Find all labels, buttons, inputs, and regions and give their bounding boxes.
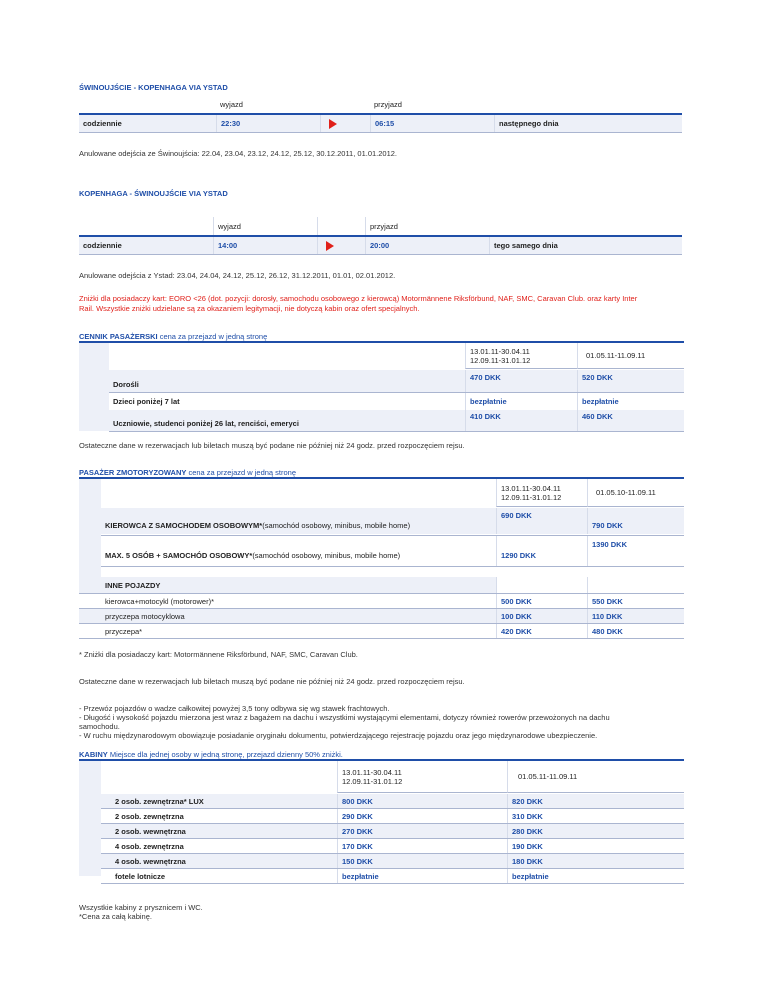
cabins-row-price2: 190 DKK [507,839,684,853]
route2-frequency: codziennie [83,241,122,250]
cabins-row [101,794,684,809]
vehicle-other-row [79,609,684,624]
cabins-price-table [79,759,684,881]
route1-title: ŚWINOUJŚCIE - KOPENHAGA VIA YSTAD [79,83,228,92]
passenger-row-price1: 410 DKK [465,410,577,431]
passenger-row-price2: 460 DKK [577,410,684,431]
cabins-row-label: fotele lotnicze [115,871,166,881]
vehicle-period1-a: 13.01.11-30.04.11 [501,483,561,493]
discount-note-2: Rail. Wszystkie zniżki udzielane są za okazaniem legitymacji, nie dotyczą kabin oraz ofert specjalnych. [79,304,420,313]
cabins-row-price1: 290 DKK [337,809,507,823]
route2-depart-time: 14:00 [213,237,317,254]
vehicle-other-header: INNE POJAZDY [105,580,161,590]
passenger-row-label: Dzieci poniżej 7 lat [113,397,180,406]
vehicle-header-row [79,479,684,507]
passenger-row-children [109,392,684,411]
route1-col-arrive: przyjazd [374,99,402,109]
route1-header-row [79,95,682,115]
vehicle-other-price2: 480 DKK [587,624,684,638]
passenger-row-label: Uczniowie, studenci poniżej 26 lat, renciści, emeryci [113,419,299,428]
vehicle-title-sub: cena za przejazd w jedną stronę [186,468,297,477]
vehicle-group-desc: (samochód osobowy, minibus, mobile home) [252,551,401,560]
route1-data-row [79,115,682,133]
cabins-row-label: 2 osob. zewnętrzna* LUX [115,796,204,806]
vehicle-car-price1: 690 DKK [496,508,587,534]
route1-col-depart: wyjazd [220,99,243,109]
vehicle-other-label: przyczepa motocyklowa [105,611,185,621]
vehicle-other-row [79,594,684,609]
cabins-title-sub: Miejsce dla jednej osoby w jedną stronę, przejazd dzienny 50% zniżki. [107,750,343,759]
vehicle-other-header-p2 [587,577,684,593]
passenger-period2: 01.05.11-11.09.11 [577,343,684,369]
cabins-row-price1: 800 DKK [337,794,507,808]
vehicle-footer: Ostateczne dane w rezerwacjach lub biletach muszą być podane nie później niż 24 godz. przed rozpoczęciem rejsu. [79,677,465,686]
passenger-row-price2: bezpłatnie [577,393,684,410]
route2-header-row [79,217,682,237]
vehicle-other-header-p1 [496,577,587,593]
cabins-header-row [79,761,684,793]
cabins-period2: 01.05.11-11.09.11 [507,761,684,793]
route2-arrive-time: 20:00 [365,237,489,254]
route1-arrow-cell [320,115,370,132]
vehicle-period1-b: 12.09.11-31.01.12 [501,492,562,502]
passenger-row-price1: bezpłatnie [465,393,577,410]
route1-arrive-note: następnego dnia [494,115,682,132]
passenger-row-students [109,410,684,432]
cabins-row-price2: 280 DKK [507,824,684,838]
passenger-row-price2: 520 DKK [577,370,684,392]
cabins-note-1: Wszystkie kabiny z prysznicem i WC. [79,903,203,912]
cabins-row [101,854,684,869]
cabins-row-price1: 270 DKK [337,824,507,838]
cabins-row-price1: bezpłatnie [337,869,507,883]
vehicle-title-main: PASAŻER ZMOTORYZOWANY [79,468,187,477]
passenger-title-sub: cena za przejazd w jedną stronę [157,332,268,341]
route2-col-depart: wyjazd [213,217,317,235]
passenger-title-main: CENNIK PASAŻERSKI [79,332,158,341]
vehicle-rule-1: - Przewóz pojazdów o wadze całkowitej powyżej 3,5 tony odbywa się wg stawek frachtowych. [79,704,390,713]
vehicle-period1 [496,479,587,507]
vehicle-other-price1: 100 DKK [496,609,587,623]
vehicle-car-desc: (samochód osobowy, minibus, mobile home) [262,521,411,530]
vehicle-period2: 01.05.10-11.09.11 [587,479,684,507]
route2-data-row [79,237,682,255]
cabins-row-price2: 310 DKK [507,809,684,823]
route2-arrive-note: tego samego dnia [489,237,682,254]
cabins-title-main: KABINY [79,750,108,759]
route1-frequency: codziennie [83,119,122,128]
cabins-row [101,869,684,884]
cabins-row-price1: 170 DKK [337,839,507,853]
passenger-period1-b: 12.09.11-31.01.12 [470,355,531,365]
passenger-title [79,332,267,341]
cabins-row-price2: 820 DKK [507,794,684,808]
vehicle-car-label [101,508,496,534]
cabins-period1 [337,761,507,793]
vehicle-group-price2: 1390 DKK [587,536,684,566]
cabins-period1-b: 12.09.11-31.01.12 [342,776,403,786]
discount-note-1: Zniżki dla posiadaczy kart: EORO <26 (dot. pozycji: dorosły, samochodu osobowego z kierowcą) Motormännene Riksförbund, NAF, SMC, Caravan Club. oraz karty Inter [79,294,638,303]
passenger-row-label: Dorośli [113,380,139,389]
vehicle-price-table [79,477,684,639]
vehicle-rule-2: - Długość i wysokość pojazdu mierzona jest wraz z bagażem na dachu i wszystkimi wystającymi elementami, dotyczy również rowerów przewożonych na dachu [79,713,610,722]
cabins-row [101,809,684,824]
cabins-row-label: 4 osob. wewnętrzna [115,856,186,866]
route1-arrive-time: 06:15 [370,115,494,132]
passenger-period1-a: 13.01.11-30.04.11 [470,346,530,356]
cabins-row [101,824,684,839]
passenger-footer: Ostateczne dane w rezerwacjach lub biletach muszą być podane nie później niż 24 godz. przed rozpoczęciem rejsu. [79,441,465,450]
route2-arrow-cell [317,237,365,254]
cabins-row-label: 2 osob. zewnętrzna [115,811,184,821]
cabins-row [101,839,684,854]
cabins-period1-a: 13.01.11-30.04.11 [342,767,402,777]
passenger-price-table [79,341,684,431]
passenger-period1 [465,343,577,369]
passenger-row-adults [109,370,684,392]
vehicle-other-header-row [79,577,684,594]
vehicle-car-name: KIEROWCA Z SAMOCHODEM OSOBOWYM* [105,521,263,530]
vehicle-car-price2: 790 DKK [587,508,684,534]
vehicle-rule-2b: samochodu. [79,722,120,731]
vehicle-other-price2: 110 DKK [587,609,684,623]
cabins-row-label: 4 osob. zewnętrzna [115,841,184,851]
vehicle-title [79,468,296,477]
vehicle-other-label: przyczepa* [105,626,143,636]
vehicle-discount: * Zniżki dla posiadaczy kart: Motormännene Riksförbund, NAF, SMC, Caravan Club. [79,650,358,659]
route2-timetable [79,217,682,254]
vehicle-other-row [79,624,684,639]
vehicle-group-label [101,536,496,566]
vehicle-group-price1: 1290 DKK [496,536,587,566]
route2-col-arrive: przyjazd [365,217,489,235]
route1-cancelled: Anulowane odejścia ze Świnoujścia: 22.04, 23.04, 23.12, 24.12, 25.12, 30.12.2011, 01.01.2012. [79,149,398,158]
cabins-row-price2: 180 DKK [507,854,684,868]
cabins-title [79,750,343,759]
cabins-row-price2: bezpłatnie [507,869,684,883]
vehicle-group-name: MAX. 5 OSÓB + SAMOCHÓD OSOBOWY* [105,551,253,560]
vehicle-rule-3: - W ruchu międzynarodowym obowiązuje posiadanie oryginału dokumentu, potwierdzającego rejestrację pojazdu oraz jego międzynarodowe ubezpieczenie. [79,731,598,740]
route1-timetable [79,95,682,132]
vehicle-other-price2: 550 DKK [587,594,684,608]
route2-cancelled: Anulowane odejścia z Ystad: 23.04, 24.04, 24.12, 25.12, 26.12, 31.12.2011, 01.01, 02.01.2012. [79,271,396,280]
arrow-right-icon [326,241,334,251]
cabins-note-2: *Cena za całą kabinę. [79,912,152,921]
cabins-row-label: 2 osob. wewnętrzna [115,826,186,836]
vehicle-other-price1: 500 DKK [496,594,587,608]
vehicle-other-label: kierowca+motocykl (motorower)* [105,596,214,606]
cabins-row-price1: 150 DKK [337,854,507,868]
passenger-row-price1: 470 DKK [465,370,577,392]
vehicle-row-car [101,508,684,534]
route1-depart-time: 22:30 [216,115,320,132]
arrow-right-icon [329,119,337,129]
vehicle-row-group [101,535,684,567]
route2-col-spacer [317,217,365,235]
passenger-header-row [79,343,684,369]
route2-title: KOPENHAGA - ŚWINOUJŚCIE VIA YSTAD [79,189,228,198]
vehicle-other-price1: 420 DKK [496,624,587,638]
